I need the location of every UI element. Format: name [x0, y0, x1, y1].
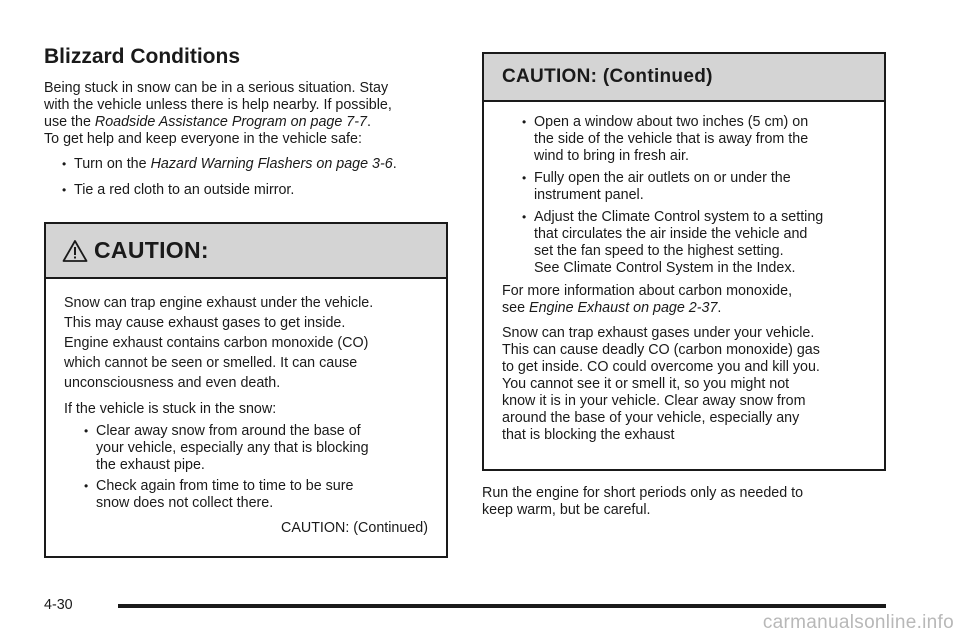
caution-box — [44, 222, 448, 558]
bullet-icon: • — [62, 157, 67, 171]
caution-stuck-intro: If the vehicle is stuck in the snow: — [64, 401, 277, 417]
footer-divider — [118, 604, 886, 608]
list-item: • Adjust the Climate Control system to a setting that circulates the air inside the vehicle and set the fan speed to the highest setting. See Climate Control System in the Index. — [522, 209, 824, 276]
left-column — [44, 44, 448, 536]
right-column — [482, 52, 886, 519]
caution-header — [484, 54, 884, 102]
caution-body — [484, 102, 884, 444]
exhaust-warning-paragraph: Snow can trap exhaust gases under your vehicle. This can cause deadly CO (carbon monoxide) gas to get inside. CO could overcome you and kill you. You cannot see it or smell it, so you might not know it is in your vehicle. Clear away snow from around the base of your vehicle, especially any that is blocking the exhaust — [502, 325, 820, 443]
bullet-icon: • — [522, 171, 527, 185]
page-number: 4-30 — [44, 597, 73, 613]
caution-continued-box — [482, 52, 886, 471]
bullet-icon: • — [522, 210, 527, 224]
warning-triangle-icon — [62, 239, 88, 263]
list-item: • Open a window about two inches (5 cm) on the side of the vehicle that is away from the wind to bring in fresh air. — [522, 114, 809, 164]
list-item: • Turn on the Hazard Warning Flashers on page 3-6. — [62, 156, 397, 172]
bullet-icon: • — [62, 183, 67, 197]
bullet-icon: • — [522, 115, 527, 129]
roadside-assistance-link[interactable]: Roadside Assistance Program on page 7-7 — [94, 114, 367, 130]
section-title: Blizzard Conditions — [44, 45, 240, 68]
caution-continued-label: CAUTION: (Continued) — [281, 520, 428, 536]
list-item: • Tie a red cloth to an outside mirror. — [62, 182, 295, 198]
caution-body — [46, 279, 446, 536]
list-item: • Fully open the air outlets on or under the instrument panel. — [522, 170, 791, 203]
bullet-icon: • — [84, 479, 89, 493]
list-item: • Clear away snow from around the base of your vehicle, especially any that is blocking the exhaust pipe. — [84, 423, 369, 473]
caution-heading: CAUTION: — [94, 237, 209, 263]
intro-paragraph: Being stuck in snow can be in a serious situation. Stay with the vehicle unless there is help nearby. If possible, use the Roadside Assistance Program on page 7-7. To get help and keep everyone in the vehicle safe: — [44, 80, 392, 147]
list-item: • Check again from time to time to be sure snow does not collect there. — [84, 478, 354, 511]
bullet-icon: • — [84, 424, 89, 438]
caution-paragraph: Snow can trap engine exhaust under the vehicle. This may cause exhaust gases to get inside. Engine exhaust contains carbon monoxide (CO) which cannot be seen or smelled. It can cause unconsciousness and even death. — [64, 295, 374, 391]
carbon-monoxide-paragraph: For more information about carbon monoxide, see Engine Exhaust on page 2-37. — [502, 283, 793, 316]
watermark: carmanualsonline.info — [762, 612, 954, 633]
engine-exhaust-link[interactable]: Engine Exhaust on page 2-37 — [529, 300, 718, 316]
hazard-flashers-link[interactable]: Hazard Warning Flashers on page 3-6 — [150, 156, 393, 172]
caution-heading: CAUTION: (Continued) — [502, 66, 713, 87]
run-engine-paragraph: Run the engine for short periods only as needed to keep warm, but be careful. — [482, 485, 804, 518]
help-bullet-list — [44, 156, 448, 199]
caution-header — [46, 224, 446, 279]
